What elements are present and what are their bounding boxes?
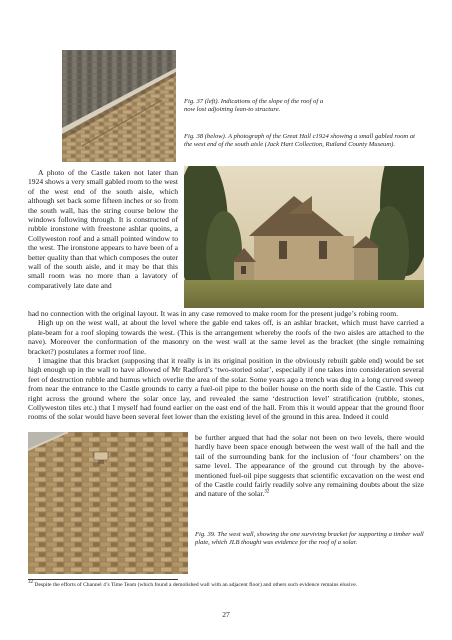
footnote-number: 32 [28,580,33,586]
footnote-text: Despite the efforts of Channel 4’s Time Team (which found a demolished wall with an adjacent floor) and others such evidence remains elusive. [34,582,358,588]
paragraph-3-wrap [195,433,424,499]
footnote-marker[interactable]: 32 [264,489,270,495]
fig39-west-wall-photo [28,432,188,574]
paragraph-1-wrap: A photo of the Castle taken not later than 1924 shows a very small gabled room to the west of the west end of the south aisle, which although set back some fifteen inches or so from the south wall, has the string course below the windows following through. It is constructed of rubble ironstone with freestone ashlar quoins, a Collyweston roof and a small pointed window to the west. The ironstone appears to have been of a better quality than that which composes the outer wall of the south aisle, and it may be that this small room was no more than a lavatory of comparatively late date and [28,168,178,290]
paragraph-2: High up on the west wall, at about the level where the gable end takes off, is an ashlar bracket, which must have carried a plate-beam for a roof sloping towards the west. (This is the arrangement whereby the roofs of the two aisles are attached to the nave). Moreover the conformation of the masonry on the west wall at the same level as the bracket (the single remaining bracket?) postulates a former roof line. [28,318,424,356]
paragraph-1-continuation: had no connection with the original layout. It was in any case removed to make room for the present judge’s robing room. [28,309,399,318]
footnote [28,582,428,589]
fig37-roof-photo [62,50,176,162]
paragraph-3-wrap-text: be further argued that had the solar not been on two levels, there would hardly have been space enough between the west wall of the hall and the tail of the surrounding bank for the inclusion of ‘four chambers’ on the same level. The appearance of the ground cut through by the above-mentioned fuel-oil pipe suggests that scientific excavation on the west end of the Castle could fairly readily solve any remaining doubts about the size and nature of the solar. [195,433,424,499]
paragraph-3: I imagine that this bracket (supposing that it really is in its original position in the obviously rebuilt gable end) would be set high enough up in the wall to have allowed of Mr Radford’s ‘two-storied solar’, especially if one takes into consideration several feet of destruction rubble and humus which overlie the area of the solar. Some years ago a trench was dug in a long curved sweep from near the entrance to the Castle grounds to carry a fuel-oil pipe to the boiler house on the north side of the Castle. This cut right across the ground where the solar once lay, and revealed the same ‘destruction level’ stratification (rubble, stones, Collyweston tiles etc.) that I myself had found earlier on the east end of the hall. From this it would appear that the ground floor rooms of the solar would have been several feet lower than the existing level of the ground in this area. Indeed it could [28,356,424,422]
fig37-caption: Fig. 37 (left). Indications of the slope of the roof of a now lost adjoining lean-to structure. [184,98,324,113]
fig38-caption: Fig. 38 (below). A photograph of the Great Hall c1924 showing a small gabled room at the west end of the south aisle (Jack Hart Collection, Rutland County Museum). [184,133,415,148]
fig38-great-hall-photo [184,166,424,308]
footnote-divider [28,579,178,580]
page-number: 27 [222,610,230,619]
fig39-caption: Fig. 39. The west wall, showing the one surviving bracket for supporting a timber wall plate, which JLB thought was evidence for the roof of a solar. [195,531,424,546]
